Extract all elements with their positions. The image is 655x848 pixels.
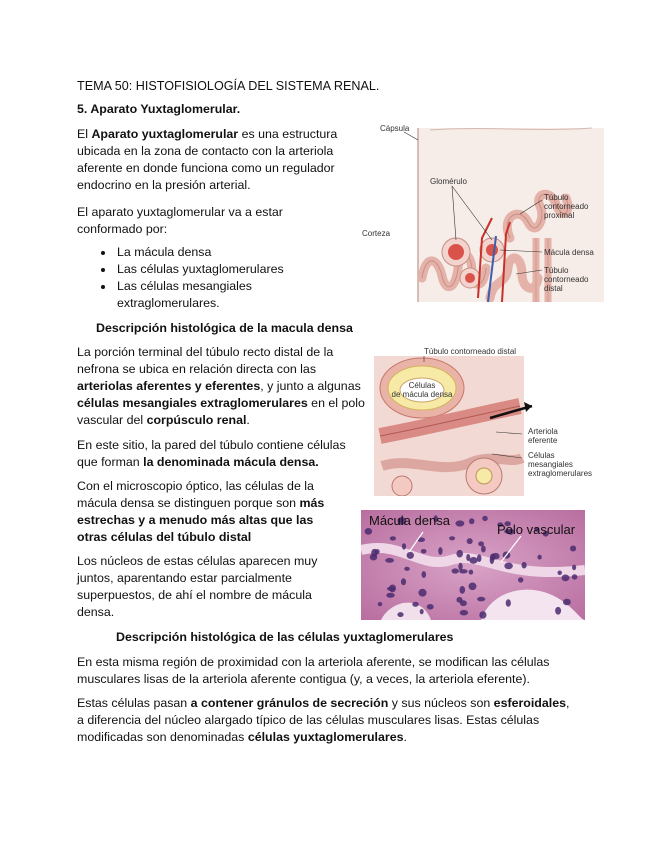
label-mesangiales-1: Células: [528, 451, 555, 460]
nucleus: [460, 586, 466, 594]
nucleus: [371, 549, 377, 557]
label-mesangiales-3: extraglomerulares: [528, 469, 593, 478]
nucleus: [386, 593, 394, 598]
label-mesangiales-2: mesangiales: [528, 460, 573, 469]
nucleus: [402, 543, 406, 549]
list-item: • Las células yuxtaglomerulares: [115, 261, 327, 278]
label-tubulo-dist: Túbulo contorneado distal: [424, 347, 517, 356]
component-list: [77, 244, 327, 312]
nucleus: [389, 585, 396, 593]
label-macula: Mácula densa: [544, 248, 594, 257]
label-arteriola-2: eferente: [528, 436, 558, 445]
nucleus: [506, 599, 511, 606]
nucleus: [469, 583, 477, 591]
nucleus: [459, 569, 468, 573]
nucleus: [449, 536, 455, 540]
nucleus: [477, 597, 485, 602]
nucleus: [385, 558, 394, 563]
nucleus: [481, 546, 486, 553]
label-corteza: Corteza: [362, 229, 391, 238]
nucleus: [404, 567, 410, 571]
nucleus: [418, 589, 426, 597]
nucleus: [563, 599, 571, 606]
nucleus: [490, 556, 494, 564]
label-tubulo-prox-3: proximal: [544, 211, 575, 220]
label-tubulo-dist-3: distal: [544, 284, 563, 293]
subheading-macula: Descripción histológica de la macula densa: [96, 321, 353, 335]
section-heading: 5. Aparato Yuxtaglomerular.: [77, 102, 241, 116]
nephron-illustration: [360, 118, 604, 302]
nucleus: [421, 549, 427, 554]
nucleus: [570, 546, 576, 552]
label-tubulo-dist-1: Túbulo: [544, 266, 569, 275]
label-celulas-2: de mácula densa: [391, 390, 453, 399]
nucleus: [412, 602, 418, 607]
nucleus: [365, 528, 373, 535]
nucleus: [390, 536, 396, 540]
nucleus: [460, 600, 467, 606]
page-title: TEMA 50: HISTOFISIOLOGÍA DEL SISTEMA RENAL.: [77, 79, 380, 93]
nucleus: [469, 518, 474, 524]
macula-paragraph-4: Los núcleos de estas células aparecen muy juntos, aparentando estar parcialmente superpuestos, de ahí el nombre de mácula densa.: [77, 554, 318, 619]
list-item: • Las células mesangiales extraglomerulares.: [115, 278, 327, 312]
nucleus: [469, 557, 477, 564]
nucleus: [469, 570, 474, 575]
nucleus: [478, 541, 484, 546]
label-macula-densa: Mácula densa: [369, 513, 450, 528]
subheading-yuxta: Descripción histológica de las células yuxtaglomerulares: [116, 630, 454, 644]
nucleus: [555, 607, 561, 615]
nucleus: [452, 568, 459, 573]
nucleus: [427, 604, 434, 610]
nucleus: [572, 565, 576, 571]
label-capsula: Cápsula: [380, 124, 410, 133]
intro-paragraph: El Aparato yuxtaglomerular es una estructura ubicada en la zona de contacto con la arteriola aferente en donde funciona como un regulador endocrino en la presión arterial.: [77, 127, 338, 192]
label-arteriola-1: Arteriola: [528, 427, 558, 436]
nucleus: [558, 571, 562, 576]
list-item: • La mácula densa: [115, 244, 327, 261]
macula-paragraph-1: La porción terminal del túbulo recto distal de la nefrona se ubica en relación directa con las arteriolas aferentes y eferentes, y junto a algunas células mesangiales extraglomerulares en el polo vascular del corpúsculo renal.: [77, 345, 365, 427]
nucleus: [562, 575, 570, 582]
nucleus: [397, 612, 403, 617]
nucleus: [572, 574, 578, 579]
label-tubulo-prox-1: Túbulo: [544, 193, 569, 202]
yuxta-paragraph-1: En esta misma región de proximidad con la arteriola aferente, se modifican las células musculares lisas de la arteriola aferente contigua (y, a veces, la arteriola eferente).: [77, 655, 550, 686]
nucleus: [482, 516, 488, 521]
label-celulas-1: Células: [408, 381, 436, 390]
nucleus: [456, 520, 465, 526]
nucleus: [422, 571, 427, 578]
nucleus: [420, 609, 424, 614]
nucleus: [438, 547, 442, 555]
histology-micrograph: [361, 510, 585, 620]
intro-paragraph-2: El aparato yuxtaglomerular va a estar conformado por:: [77, 205, 283, 236]
nucleus: [467, 538, 473, 544]
macula-paragraph-3: Con el microscopio óptico, las células de la mácula densa se distinguen porque son más estrechas y a menudo más altas que las otras células del túbulo distal: [77, 479, 325, 544]
nucleus: [460, 610, 468, 616]
label-tubulo-dist-2: contorneado: [544, 275, 589, 284]
label-tubulo-prox-2: contorneado: [544, 202, 589, 211]
nucleus: [479, 611, 486, 618]
label-glomerulo: Glomérulo: [430, 177, 467, 186]
macula-paragraph-2: En este sitio, la pared del túbulo contiene células que forman la denominada mácula densa.: [77, 438, 346, 469]
macula-detail-illustration: [372, 346, 604, 496]
nucleus: [518, 577, 523, 582]
label-polo-vascular: Polo vascular: [497, 522, 576, 537]
nucleus: [407, 552, 414, 559]
yuxta-paragraph-2: Estas células pasan a contener gránulos de secreción y sus núcleos son esferoidales, a diferencia del núcleo alargado típico de las células musculares lisas. Estas células modificadas son denominadas células yuxtaglomerulares.: [77, 696, 570, 744]
nucleus: [537, 555, 541, 560]
nucleus: [504, 563, 513, 570]
nucleus: [522, 562, 527, 569]
nucleus: [456, 550, 463, 558]
nucleus: [378, 602, 382, 606]
nucleus: [401, 578, 406, 585]
